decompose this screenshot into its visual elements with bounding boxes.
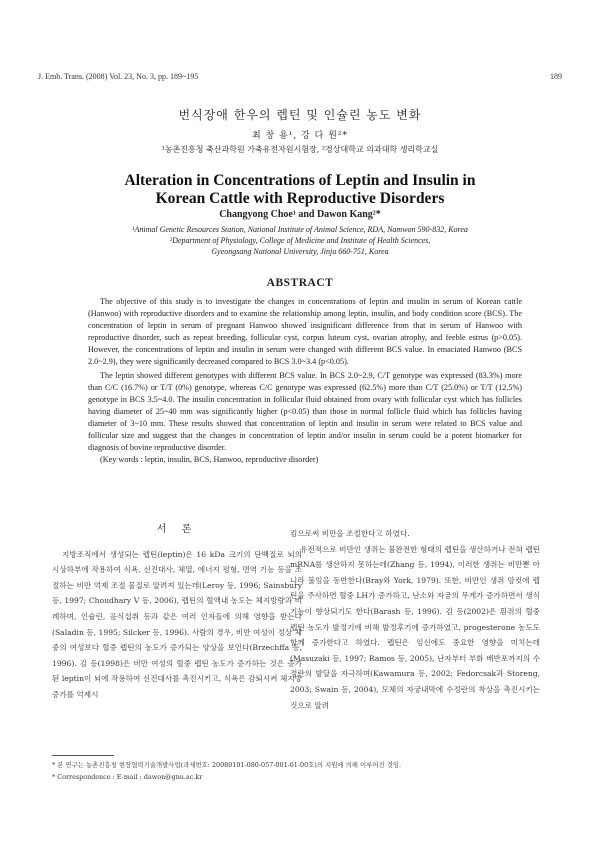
english-title-line-2: Korean Cattle with Reproductive Disorders <box>155 190 445 207</box>
korean-title: 번식장애 한우의 렙틴 및 인슐린 농도 변화 <box>178 108 422 122</box>
body-paragraph-left: 지방조직에서 생성되는 렙틴(leptin)은 16 kDa 크기의 단백질로 뇌의 시상하부에 작용하여 식욕, 신진대사, 체열, 에너지 평형, 면역 기능 등을 조절하는 비만 억제 조절 물질로 알려져 있는데(Leroy 등, 1996; Sainsbury 등, 1997; Choudhary V 등, 2006), 렙틴의 혈액내 농도는 체지방량과 비례하며, 인슐린, 음식섭취 등과 같은 여러 인자들에 의해 영향을 받는다(Saladin 등, 1995; Silcker 등, 1996). 사람의 경우, 비만 여성이 정상 체중의 여성보다 혈중 렙틴의 농도가 증가되는 양상을 보인다(Brzechffa 등, 1996). 김 등(1998)은 비만 여성의 혈중 렙틴 농도가 증가하는 것은 증가된 leptin이 뇌에 작용하여 신진대사를 촉진시키고, 식욕은 감퇴시켜 체지방 증가를 억제시 <box>52 549 302 699</box>
korean-affiliations: ¹농촌진흥청 축산과학원 가축유전자원시험장, ²경상대학교 의과대학 생리학교실 <box>161 145 439 154</box>
english-affiliations <box>80 224 520 257</box>
affiliation-line-3: Gyeongsang National University, Jinju 660-751, Korea <box>211 247 389 256</box>
journal-citation: J. Emb. Trans. (2008) Vol. 23, No. 3, pp. 189~195 <box>38 72 199 81</box>
body-paragraph-right-continued: 킴으로써 비만을 조절한다고 하였다. <box>290 529 410 538</box>
section-heading-introduction: 서 론 <box>156 524 198 535</box>
body-right-column <box>290 526 540 713</box>
affiliation-line-2: ²Department of Physiology, College of Medicine and Institute of Health Sciences, <box>169 236 431 245</box>
body-paragraph-right: 유전적으로 비만인 생쥐는 불완전한 형태의 렙틴을 생산하거나 전혀 렙틴 mRNA를 생산하지 못하는데(Zhang 등, 1994), 이러한 생쥐는 비만뿐 아니라 불임을 동반한다(Bray와 York, 1979). 또한, 비만인 생쥐 암컷에 렙틴을 주사하면 혈중 LH가 증가하고, 난소와 자궁의 무게가 증가하면서 생식 기능이 향상되기도 한다(Barash 등, 1996). 김 등(2002)은 흰쥐의 혈중 렙틴 농도가 발정기에 비해 발정후기에 증가하였고, progesterone 농도도 함께 증가한다고 하였다. 렙틴은 임신에도 중요한 영향을 미치는데(Masuzaki 등, 1997; Ramos 등, 2005), 난자부터 부화 배반포까지의 수정란의 발달을 자극하며(Kawamura 등, 2002; Fedorcsak과 Storeng, 2003; Swain 등, 2004), 모체의 자궁내막에 수정란의 착상을 촉진시키는 것으로 알려 <box>290 544 540 710</box>
funding-footnote: * 본 연구는 농촌진흥청 현장협력기술개발사업(과제번호: 20080101-080-057-001-01-00호)의 지원에 의해 이루어진 것임. <box>52 761 402 769</box>
english-authors: Changyong Choe¹ and Dawon Kang²* <box>219 209 381 220</box>
english-title-line-1: Alteration in Concentrations of Leptin and Insulin in <box>124 172 476 189</box>
english-title <box>60 172 540 208</box>
korean-authors: 최 창 용¹, 강 다 원²* <box>251 131 349 141</box>
keywords: (Key words : leptin, insulin, BCS, Hanwoo, reproductive disorder) <box>100 455 319 465</box>
correspondence-footnote: * Correspondence : E-mail : dawon@gnu.ac.kr <box>52 773 203 781</box>
body-left-column <box>52 522 302 703</box>
running-head <box>38 72 562 84</box>
footnote-divider <box>52 755 114 756</box>
affiliation-line-1: ¹Animal Genetic Resources Station, National Institute of Animal Science, RDA, Namwon 590-832, Korea <box>132 225 468 234</box>
footnotes <box>52 759 552 783</box>
abstract-paragraph-1: The objective of this study is to investigate the changes in concentrations of leptin and insulin in serum of Korean cattle (Hanwoo) with reproductive disorders and to examine the relationship among leptin, insulin, and body condition score (BCS). The concentration of leptin in serum of pregnant Hanwoo showed insignificant difference from that in serum of Hanwoo with reproductive disorder, such as repeat breeding, follicular cyst, corpus luteum cyst, ovarian atrophy, and feeble estrus (p>0.05). However, the concentrations of leptin and insulin in serum were changed with different BCS value. In emaciated Hanwoo (BCS 2.0~2.9), they were significantly decreased compared to BCS 3.0~3.4 (p<0.05). <box>88 297 522 367</box>
abstract-paragraph-2: The leptin showed different genotypes with different BCS value. In BCS 2.0~2.9, C/T genotype was expressed (83.3%) more than C/C (16.7%) or T/T (0%) genotype, whereas C/C genotype was expressed (62.5%) more than C/T (25.0%) or T/T (12.5%) genotype in BCS 3.5~4.0. The insulin concentration in follicular fluid obtained from ovary with follicular cyst which has follicles having diameter of 25~40 mm was significantly higher (p<0.05) than those in normal follicle fluid which has follicles having diameter of 3~10 mm. These results showed that concentration of leptin and insulin in serum were related to BCS value and follicular size and suggest that the changes in concentration of leptin and/or insulin in serum could be a potent biomarker for diagnosis of bovine reproductive disorder. <box>88 370 522 453</box>
abstract-body <box>88 296 522 466</box>
page-number: 189 <box>550 72 562 81</box>
abstract-heading: ABSTRACT <box>266 277 334 289</box>
